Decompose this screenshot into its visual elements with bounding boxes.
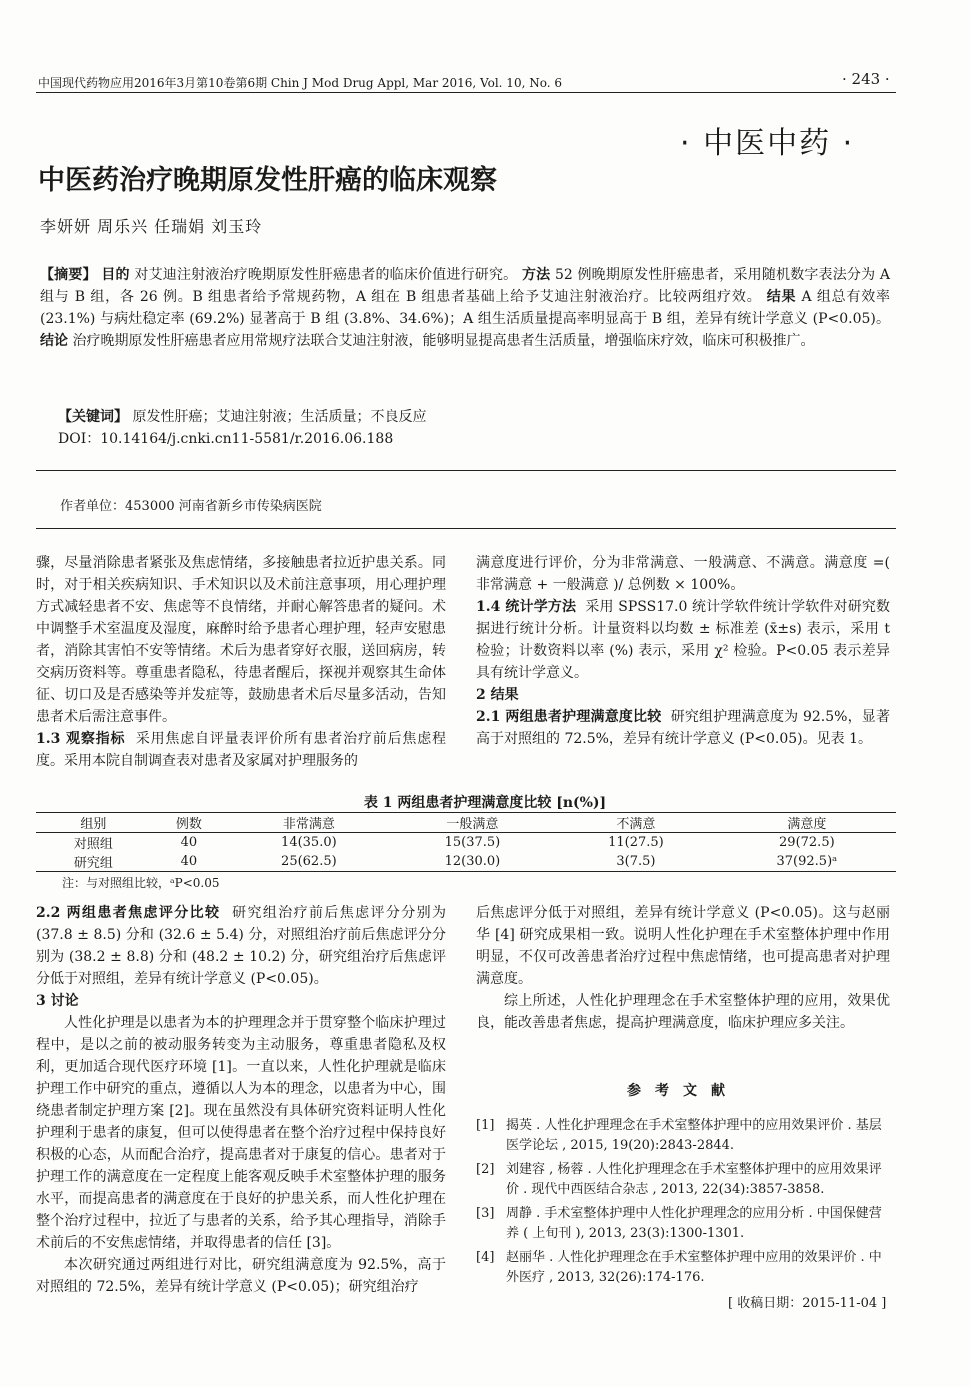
table-cell: 12(30.0) — [391, 852, 555, 872]
left-column-upper — [36, 552, 446, 772]
abstract-rule — [36, 470, 896, 471]
right-column-upper — [476, 552, 890, 750]
table-header-cell: 组别 — [36, 813, 151, 833]
section-label: · 中医中药 · — [680, 126, 855, 161]
body-paragraph — [476, 596, 890, 684]
reference-text: 揭英 . 人性化护理理念在手术室整体护理中的应用效果评价 . 基层医学论坛 , 2015, 19(20):2843-2844. — [506, 1118, 882, 1153]
body-paragraph: 本次研究通过两组进行对比，研究组满意度为 92.5%，高于对照组的 72.5%，差异有统计学意义 (P<0.05)；研究组治疗 — [36, 1257, 446, 1295]
section-heading: 3 讨论 — [36, 993, 79, 1009]
affiliation: 作者单位：453000 河南省新乡市传染病医院 — [60, 499, 322, 514]
table-row — [36, 833, 896, 853]
table-header-cell: 满意度 — [718, 813, 896, 833]
table-cell: 40 — [151, 852, 227, 872]
keywords-label: 【关键词】 — [58, 409, 128, 425]
reference-number: [3] — [476, 1206, 495, 1221]
objective-label: 目的 — [101, 267, 130, 283]
body-paragraph: 满意度进行评价，分为非常满意、一般满意、不满意。满意度 =( 非常满意 + 一般满意 )/ 总例数 × 100%。 — [476, 555, 890, 593]
table-cell: 29(72.5) — [779, 835, 835, 850]
body-text: 研究组护理满意度为 92.5%，显著高于对照组的 72.5%，差异有统计学意义 (P<0.05)。见表 1。 — [476, 709, 890, 747]
reference-item — [476, 1248, 890, 1288]
method-label: 方法 — [521, 267, 551, 283]
reference-text: 周静 . 手术室整体护理中人性化护理理念的应用分析 . 中国保健营养 ( 上旬刊 ), 2013, 23(3):1300-1301. — [506, 1206, 882, 1241]
table-cell: 研究组 — [36, 852, 151, 872]
body-paragraph — [36, 902, 446, 990]
reference-number: [1] — [476, 1118, 495, 1133]
body-paragraph: 人性化护理是以患者为本的护理理念并于贯穿整个临床护理过程中，是以之前的被动服务转变为主动服务，尊重患者隐私及权利，更加适合现代医疗环境 [1]。一直以来，人性化护理就是临床护理工作中研究的重点，遵循以人为本的理念，以患者为中心，围绕患者制定护理方案 [2]。现在虽然没有具体研究资料证明人性化护理利于患者的康复，但可以使得患者在整个治疗过程中保持良好积极的心态，从而配合治疗，提高患者对于康复的信心。患者对于护理工作的满意度在一定程度上能客观反映手术室整体护理的服务水平，而提高患者的满意度在于良好的护患关系，而人性化护理在整个治疗过程中，拉近了与患者的关系，给予其心理指导，消除手术前后的不安焦虑情绪，并取得患者的信任 [3]。 — [36, 1015, 446, 1251]
reference-item — [476, 1160, 890, 1200]
method-text: 52 例晚期原发性肝癌患者，采用随机数字表法分为 A 组与 B 组，各 26 例。B 组患者给予常规药物，A 组在 B 组患者基础上给予艾迪注射液治疗。比较两组疗效。 — [40, 267, 891, 305]
table-header-cell: 不满意 — [554, 813, 718, 833]
right-column-lower — [476, 902, 890, 1034]
references-heading: 参考文献 — [627, 1083, 739, 1099]
left-column-lower — [36, 902, 446, 1298]
table-header-cell: 例数 — [151, 813, 227, 833]
objective-text: 对艾迪注射液治疗晚期原发性肝癌患者的临床价值进行研究。 — [134, 267, 518, 283]
table-note: 注：与对照组比较，ᵃP<0.05 — [62, 876, 220, 890]
table-title: 表 1 两组患者护理满意度比较 [n(%)] — [363, 795, 607, 811]
reference-item — [476, 1204, 890, 1244]
section-heading: 2 结果 — [476, 687, 519, 703]
journal-header: 中国现代药物应用2016年3月第10卷第6期 Chin J Mod Drug Appl, Mar 2016, Vol. 10, No. 6 — [38, 76, 562, 90]
reference-number: [2] — [476, 1162, 495, 1177]
table-cell: 对照组 — [73, 837, 113, 852]
abstract-label: 【摘要】 — [40, 267, 97, 283]
table-cell: 15(37.5) — [444, 835, 501, 850]
body-paragraph — [36, 728, 446, 772]
body-text: 采用焦虑自评量表评价所有患者治疗前后焦虑程度。采用本院自制调查表对患者及家属对护理服务的 — [36, 731, 447, 769]
table-header-row — [36, 813, 896, 833]
affil-rule — [36, 528, 896, 529]
reference-item — [476, 1116, 890, 1156]
reference-text: 赵丽华 . 人性化护理理念在手术室整体护理中应用的效果评价 . 中外医疗 , 2013, 32(26):174-176. — [506, 1250, 882, 1285]
doi: DOI：10.14164/j.cnki.cn11-5581/r.2016.06.188 — [58, 431, 394, 447]
body-text: 采用 SPSS17.0 统计学软件统计学软件对研究数据进行统计分析。计量资料以均数 ± 标准差 (x̄±s) 表示，采用 t 检验；计数资料以率 (%) 表示，采用 χ² 检验。P<0.05 表示差异具有统计学意义。 — [476, 599, 890, 681]
table-cell: 3(7.5) — [554, 852, 718, 872]
result-label: 结果 — [766, 289, 797, 305]
subheading: 1.4 统计学方法 — [476, 599, 577, 615]
table-cell: 37(92.5)ᵃ — [718, 852, 896, 872]
body-text: 研究组治疗前后焦虑评分分别为 (37.8 ± 8.5) 分和 (32.6 ± 5.4) 分，对照组治疗前后焦虑评分分别为 (38.2 ± 8.8) 分和 (48.2 ± 10.2) 分，研究组治疗后焦虑评分低于对照组，差异有统计学意义 (P<0.05)。 — [36, 905, 447, 987]
table-cell: 40 — [180, 835, 198, 850]
article-title: 中医药治疗晚期原发性肝癌的临床观察 — [38, 165, 497, 196]
body-paragraph: 骤，尽量消除患者紧张及焦虑情绪，多接触患者拉近护患关系。同时，对于相关疾病知识、手术知识以及术前注意事项，用心理护理方式减轻患者不安、焦虑等不良情绪，并耐心解答患者的疑问。术中调整手术室温度及湿度，麻醉时给予患者心理护理，轻声安慰患者，消除其害怕不安等情绪。术后为患者穿好衣服，送回病房，转交病历资料等。尊重患者隐私，待患者醒后，探视并观察其生命体征、切口及是否感染等并发症等，鼓励患者术后尽量多活动，告知患者术后需注意事件。 — [36, 555, 446, 725]
conclusion-text: 治疗晚期原发性肝癌患者应用常规疗法联合艾迪注射液，能够明显提高患者生活质量，增强临床疗效，临床可积极推广。 — [72, 333, 815, 349]
result-text: A 组总有效率 (23.1%) 与病灶稳定率 (69.2%) 显著高于 B 组 (3.8%、34.6%)；A 组生活质量提高率明显高于 B 组，差异有统计学意义 (P<0.05)。 — [40, 289, 891, 327]
table-header-cell: 非常满意 — [227, 813, 391, 833]
table-cell: 14(35.0) — [281, 835, 337, 850]
keywords-text: 原发性肝癌；艾迪注射液；生活质量；不良反应 — [132, 409, 427, 425]
reference-text: 刘建容 , 杨蓉 . 人性化护理理念在手术室整体护理中的应用效果评价 . 现代中西医结合杂志 , 2013, 22(34):3857-3858. — [506, 1162, 882, 1197]
table-row — [36, 852, 896, 872]
table-header-cell: 一般满意 — [391, 813, 555, 833]
subheading: 2.1 两组患者护理满意度比较 — [476, 709, 662, 725]
body-paragraph: 后焦虑评分低于对照组，差异有统计学意义 (P<0.05)。这与赵丽华 [4] 研究成果相一致。说明人性化护理在手术室整体护理中作用明显，不仅可改善患者治疗过程中焦虑情绪，也可提高患者对护理满意度。 — [476, 905, 890, 987]
abstract — [40, 264, 890, 352]
received-date: [ 收稿日期：2015-11-04 ] — [728, 1296, 887, 1311]
table-cell: 11(27.5) — [608, 835, 664, 850]
page-number: · 243 · — [842, 70, 890, 88]
conclusion-label: 结论 — [40, 333, 68, 349]
subheading: 1.3 观察指标 — [36, 731, 126, 747]
body-paragraph — [476, 706, 890, 750]
reference-number: [4] — [476, 1250, 495, 1265]
body-paragraph: 综上所述，人性化护理理念在手术室整体护理的应用，效果优良，能改善患者焦虑，提高护理满意度，临床护理应多关注。 — [476, 993, 890, 1031]
table-cell: 25(62.5) — [227, 852, 391, 872]
satisfaction-table — [36, 812, 896, 872]
authors: 李妍妍 周乐兴 任瑞娟 刘玉玲 — [40, 217, 263, 236]
keywords — [58, 406, 426, 426]
subheading: 2.2 两组患者焦虑评分比较 — [36, 905, 221, 921]
header-rule — [36, 92, 896, 93]
